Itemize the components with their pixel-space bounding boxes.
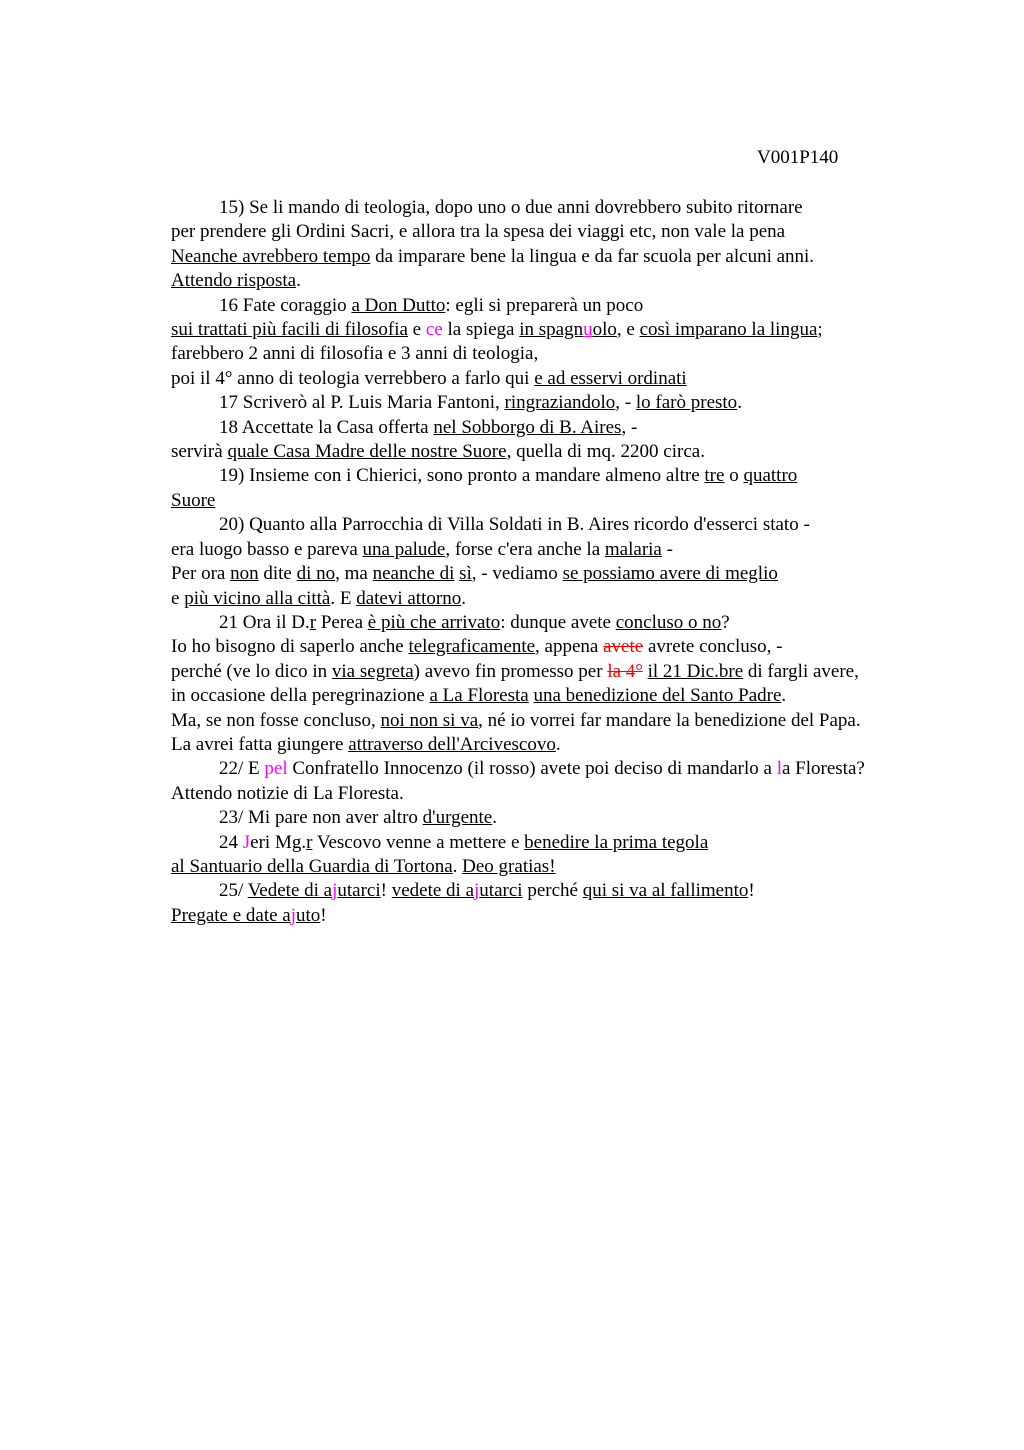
text: . [737, 392, 742, 414]
text: ; [817, 319, 823, 341]
item-21-line-4 [171, 684, 891, 708]
text: servirà [171, 441, 228, 463]
underlined-text: non [230, 563, 259, 585]
item-15-line-1: 15) Se li mando di teologia, dopo uno o due anni dovrebbero subito ritornare [219, 197, 803, 218]
text: , né io vorrei far mandare la benedizione del Papa. [478, 709, 861, 731]
item-21-line-5 [171, 709, 891, 733]
text: di fargli avere, [743, 660, 859, 682]
underlined-text: sui trattati più facili di filosofia [171, 319, 408, 341]
underlined-text: il 21 Dic.bre [647, 660, 744, 682]
text: 16 Fate coraggio [219, 294, 352, 316]
item-20-line-1: 20) Quanto alla Parrocchia di Villa Soldati in B. Aires ricordo d'esserci stato - [219, 514, 810, 536]
underlined-text: via segreta [331, 660, 414, 682]
text: perché (ve lo dico in [171, 660, 332, 682]
item-24-line-1 [171, 831, 891, 855]
item-15-line-4 [171, 269, 891, 293]
underlined-text: Deo gratias! [462, 855, 556, 877]
item-19-line-1 [171, 464, 891, 488]
item-20-line-3 [171, 562, 891, 586]
underlined-text: datevi attorno [356, 587, 462, 609]
underlined-text: quattro [743, 465, 798, 487]
item-16-line-1 [171, 294, 891, 318]
text: e [171, 587, 185, 609]
underlined-text: attraverso dell'Arcivescovo [348, 733, 556, 755]
underlined-text: quale Casa Madre delle nostre Suore [227, 441, 507, 463]
underlined-text: telegraficamente [408, 636, 536, 658]
text: ! [320, 904, 327, 926]
underlined-text: vedete di a [391, 880, 475, 902]
text: e [407, 319, 426, 341]
item-25-line-1 [171, 879, 891, 903]
text: , - [615, 392, 636, 414]
text: - [661, 538, 673, 560]
underlined-text: r [306, 831, 313, 853]
text: . [781, 685, 787, 707]
item-20-line-4 [171, 587, 891, 611]
text: 19) Insieme con i Chierici, sono pronto a mandare almeno altre [219, 465, 705, 487]
text: ) avevo fin promesso per [413, 660, 608, 682]
item-21-line-3 [171, 660, 891, 684]
underlined-text: così imparano la lingua [639, 319, 818, 341]
text: . [461, 587, 466, 609]
text: 17 Scriverò al P. Luis Maria Fantoni, [219, 392, 505, 414]
underlined-text: se possiamo avere di meglio [562, 563, 778, 585]
item-18-line-2 [171, 440, 891, 464]
underlined-text: Attendo risposta [171, 270, 297, 292]
underlined-text: lo farò presto [635, 392, 738, 414]
item-21-line-1 [171, 611, 891, 635]
underlined-text: a Don Dutto [351, 294, 446, 316]
item-21-line-2 [171, 635, 891, 659]
underlined-text: Neanche avrebbero tempo [171, 245, 371, 267]
underlined-text: neanche di [372, 563, 455, 585]
deleted-text: la 4° [607, 660, 643, 682]
inserted-text: J [242, 831, 251, 853]
underlined-text: tre [704, 465, 725, 487]
text: 18 Accettate la Casa offerta [219, 416, 434, 438]
text: , forse c'era anche la [445, 538, 605, 560]
underlined-text: Suore [171, 489, 216, 511]
underlined-text: ringraziandolo [504, 392, 616, 414]
underlined-text: Vedete di a [247, 880, 333, 902]
inserted-text: ce [425, 319, 443, 341]
underlined-text: qui si va al fallimento [582, 880, 749, 902]
underlined-text: di no [296, 563, 336, 585]
item-15-line-2: per prendere gli Ordini Sacri, e allora tra la spesa dei viaggi etc, non vale la pena [171, 221, 786, 243]
item-24-line-2 [171, 855, 891, 879]
text: dite [258, 563, 297, 585]
text: ? [721, 611, 730, 633]
text: : egli si preparerà un poco [445, 294, 644, 316]
text: , - [621, 416, 638, 438]
text: Per ora [171, 563, 231, 585]
text: poi il 4° anno di teologia verrebbero a farlo qui [171, 367, 535, 389]
text: 24 [219, 831, 243, 853]
underlined-text: sì [459, 563, 472, 585]
underlined-text: in spagn [519, 319, 584, 341]
text: Ma, se non fosse concluso, [171, 709, 381, 731]
text: . [555, 733, 561, 755]
text: . [492, 807, 497, 829]
page-identifier: V001P140 [757, 147, 839, 168]
text: era luogo basso e pareva [171, 538, 363, 560]
underlined-text: Pregate e date a [171, 904, 291, 926]
text: avrete concluso, - [643, 636, 783, 658]
text: , e [616, 319, 640, 341]
text: in occasione della peregrinazione [171, 685, 430, 707]
text: . [296, 270, 301, 292]
text: 25/ [219, 880, 248, 902]
underlined-text: al Santuario della Guardia di Tortona [171, 855, 453, 877]
underlined-text: malaria [604, 538, 662, 560]
underlined-text: più vicino alla città [184, 587, 331, 609]
text: . [452, 855, 463, 877]
item-19-line-2 [171, 489, 891, 513]
item-16-line-2 [171, 318, 891, 342]
underlined-text: uto [296, 904, 321, 926]
item-18-line-1 [171, 416, 891, 440]
text: Perea [316, 611, 368, 633]
text: Confratello Innocenzo (il rosso) avete poi deciso di mandarlo a [287, 758, 777, 780]
item-21-line-6 [171, 733, 891, 757]
text: 21 Ora il D. [219, 611, 310, 633]
item-20-line-2 [171, 538, 891, 562]
text: ! [748, 880, 755, 902]
text: Io ho bisogno di saperlo anche [171, 636, 409, 658]
underlined-text: noi non si va [380, 709, 479, 731]
text: la spiega [442, 319, 520, 341]
underlined-text: d'urgente [422, 807, 493, 829]
text: Vescovo venne a mettere e [312, 831, 525, 853]
underlined-text: a La Floresta [429, 685, 529, 707]
deleted-text: avete [603, 636, 644, 658]
inserted-text: u [583, 319, 593, 341]
item-22-line-1 [171, 757, 891, 781]
underlined-text: utarci [479, 880, 523, 902]
text: . E [330, 587, 357, 609]
underlined-text: e ad esservi ordinati [534, 367, 687, 389]
text: 23/ Mi pare non aver altro [219, 807, 423, 829]
inserted-text: j [474, 880, 480, 902]
text: , appena [535, 636, 604, 658]
text: eri Mg. [250, 831, 307, 853]
item-22-line-2: Attendo notizie di La Floresta. [171, 782, 404, 804]
underlined-text: è più che arrivato [367, 611, 501, 633]
underlined-text: concluso o no [615, 611, 722, 633]
text: 22/ E [219, 758, 265, 780]
underlined-text: una benedizione del Santo Padre [533, 685, 782, 707]
text: o [724, 465, 744, 487]
text: ! [380, 880, 392, 902]
inserted-text: j [290, 904, 297, 926]
underlined-text: olo [592, 319, 617, 341]
text: , - vediamo [471, 563, 563, 585]
letter-body [171, 196, 891, 928]
text: : dunque avete [500, 611, 616, 633]
text: a Floresta? [781, 758, 865, 780]
underlined-text: r [309, 611, 317, 633]
underlined-text: utarci [337, 880, 381, 902]
underlined-text: una palude [362, 538, 446, 560]
item-16-line-3: farebbero 2 anni di filosofia e 3 anni di teologia, [171, 343, 539, 365]
item-17-line-1 [171, 391, 891, 415]
text: , ma [335, 563, 373, 585]
inserted-text: j [332, 880, 338, 902]
item-16-line-4 [171, 367, 891, 391]
item-25-line-2 [171, 904, 891, 928]
underlined-text: nel Sobborgo di B. Aires [433, 416, 622, 438]
text: La avrei fatta giungere [171, 733, 349, 755]
item-15-line-3 [171, 245, 891, 269]
underlined-text: benedire la prima tegola [524, 831, 709, 853]
text: , quella di mq. 2200 circa. [506, 441, 705, 463]
text: da imparare bene la lingua e da far scuola per alcuni anni. [370, 245, 815, 267]
inserted-text: l [776, 758, 782, 780]
inserted-text: pel [264, 758, 288, 780]
item-23-line-1 [171, 806, 891, 830]
text: perché [522, 880, 583, 902]
